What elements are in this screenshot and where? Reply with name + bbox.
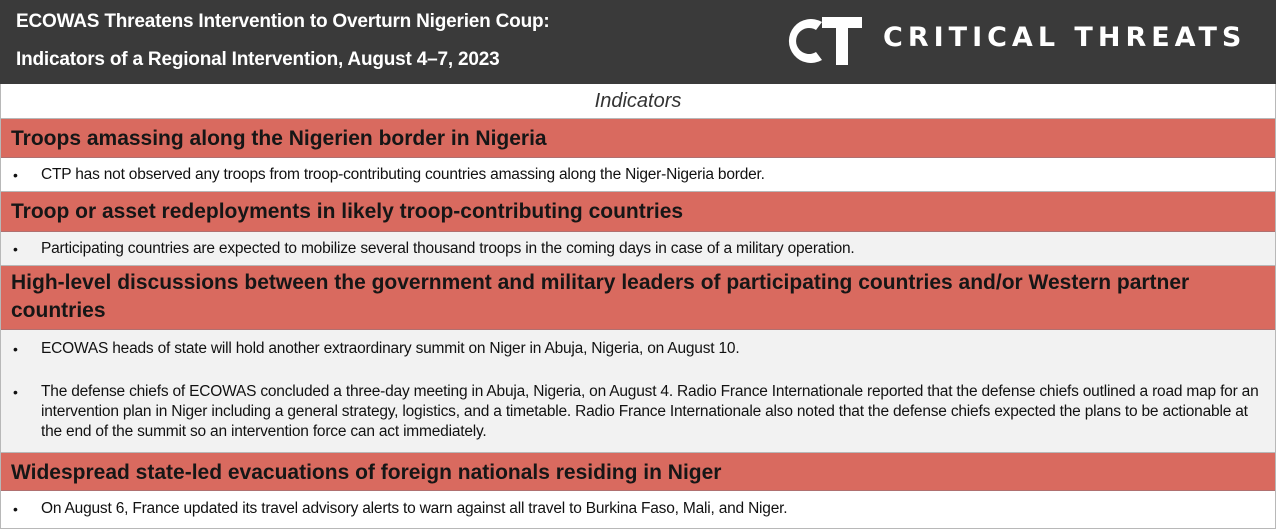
list-item-text: Participating countries are expected to mobilize several thousand troops in the coming days in case of a military operation. xyxy=(41,240,855,257)
list-item-text: CTP has not observed any troops from troop-contributing countries amassing along the Niger-Nigeria border. xyxy=(41,166,765,183)
bullet-icon: • xyxy=(13,384,18,400)
section-header-evacuations: Widespread state-led evacuations of foreign nationals residing in Niger xyxy=(1,453,1275,491)
section-header-high-level-discussions: High-level discussions between the government and military leaders of participating countries and/or Western partner countries xyxy=(1,266,1275,330)
logo-brand-text: CRITICAL THREATS xyxy=(883,22,1247,53)
critical-threats-logo xyxy=(778,12,1258,70)
list-item xyxy=(1,330,1275,453)
section-header-troops-amassing: Troops amassing along the Nigerien border in Nigeria xyxy=(1,119,1275,158)
title-line-1: ECOWAS Threatens Intervention to Overturn Nigerien Coup: xyxy=(16,11,550,32)
section-header-troop-redeployments: Troop or asset redeployments in likely troop-contributing countries xyxy=(1,192,1275,232)
list-item-text: On August 6, France updated its travel advisory alerts to warn against all travel to Burkina Faso, Mali, and Niger. xyxy=(41,500,788,517)
header-bar xyxy=(0,0,1276,84)
column-header: Indicators xyxy=(1,84,1275,119)
ct-logo-mark-icon xyxy=(778,12,864,70)
bullet-icon: • xyxy=(13,341,18,357)
bullet-icon: • xyxy=(13,167,18,183)
title-line-2: Indicators of a Regional Intervention, August 4–7, 2023 xyxy=(16,49,500,70)
bullet-icon: • xyxy=(13,501,18,517)
list-item xyxy=(1,491,1275,529)
list-item xyxy=(1,232,1275,266)
list-item-text: The defense chiefs of ECOWAS concluded a three-day meeting in Abuja, Nigeria, on August 4. Radio France Internationale reported that the defense chiefs outlined a road map for an intervention plan in Niger including a general strategy, logistics, and a timetable. Radio France Internationale also noted that the defense chiefs expected the plans to be actionable at the end of the summit so an intervention force can act immediately. xyxy=(41,383,1259,440)
list-item-text: ECOWAS heads of state will hold another extraordinary summit on Niger in Abuja, Nigeria, on August 10. xyxy=(41,340,740,357)
indicators-table xyxy=(0,84,1276,529)
list-item xyxy=(1,158,1275,192)
bullet-icon: • xyxy=(13,241,18,257)
